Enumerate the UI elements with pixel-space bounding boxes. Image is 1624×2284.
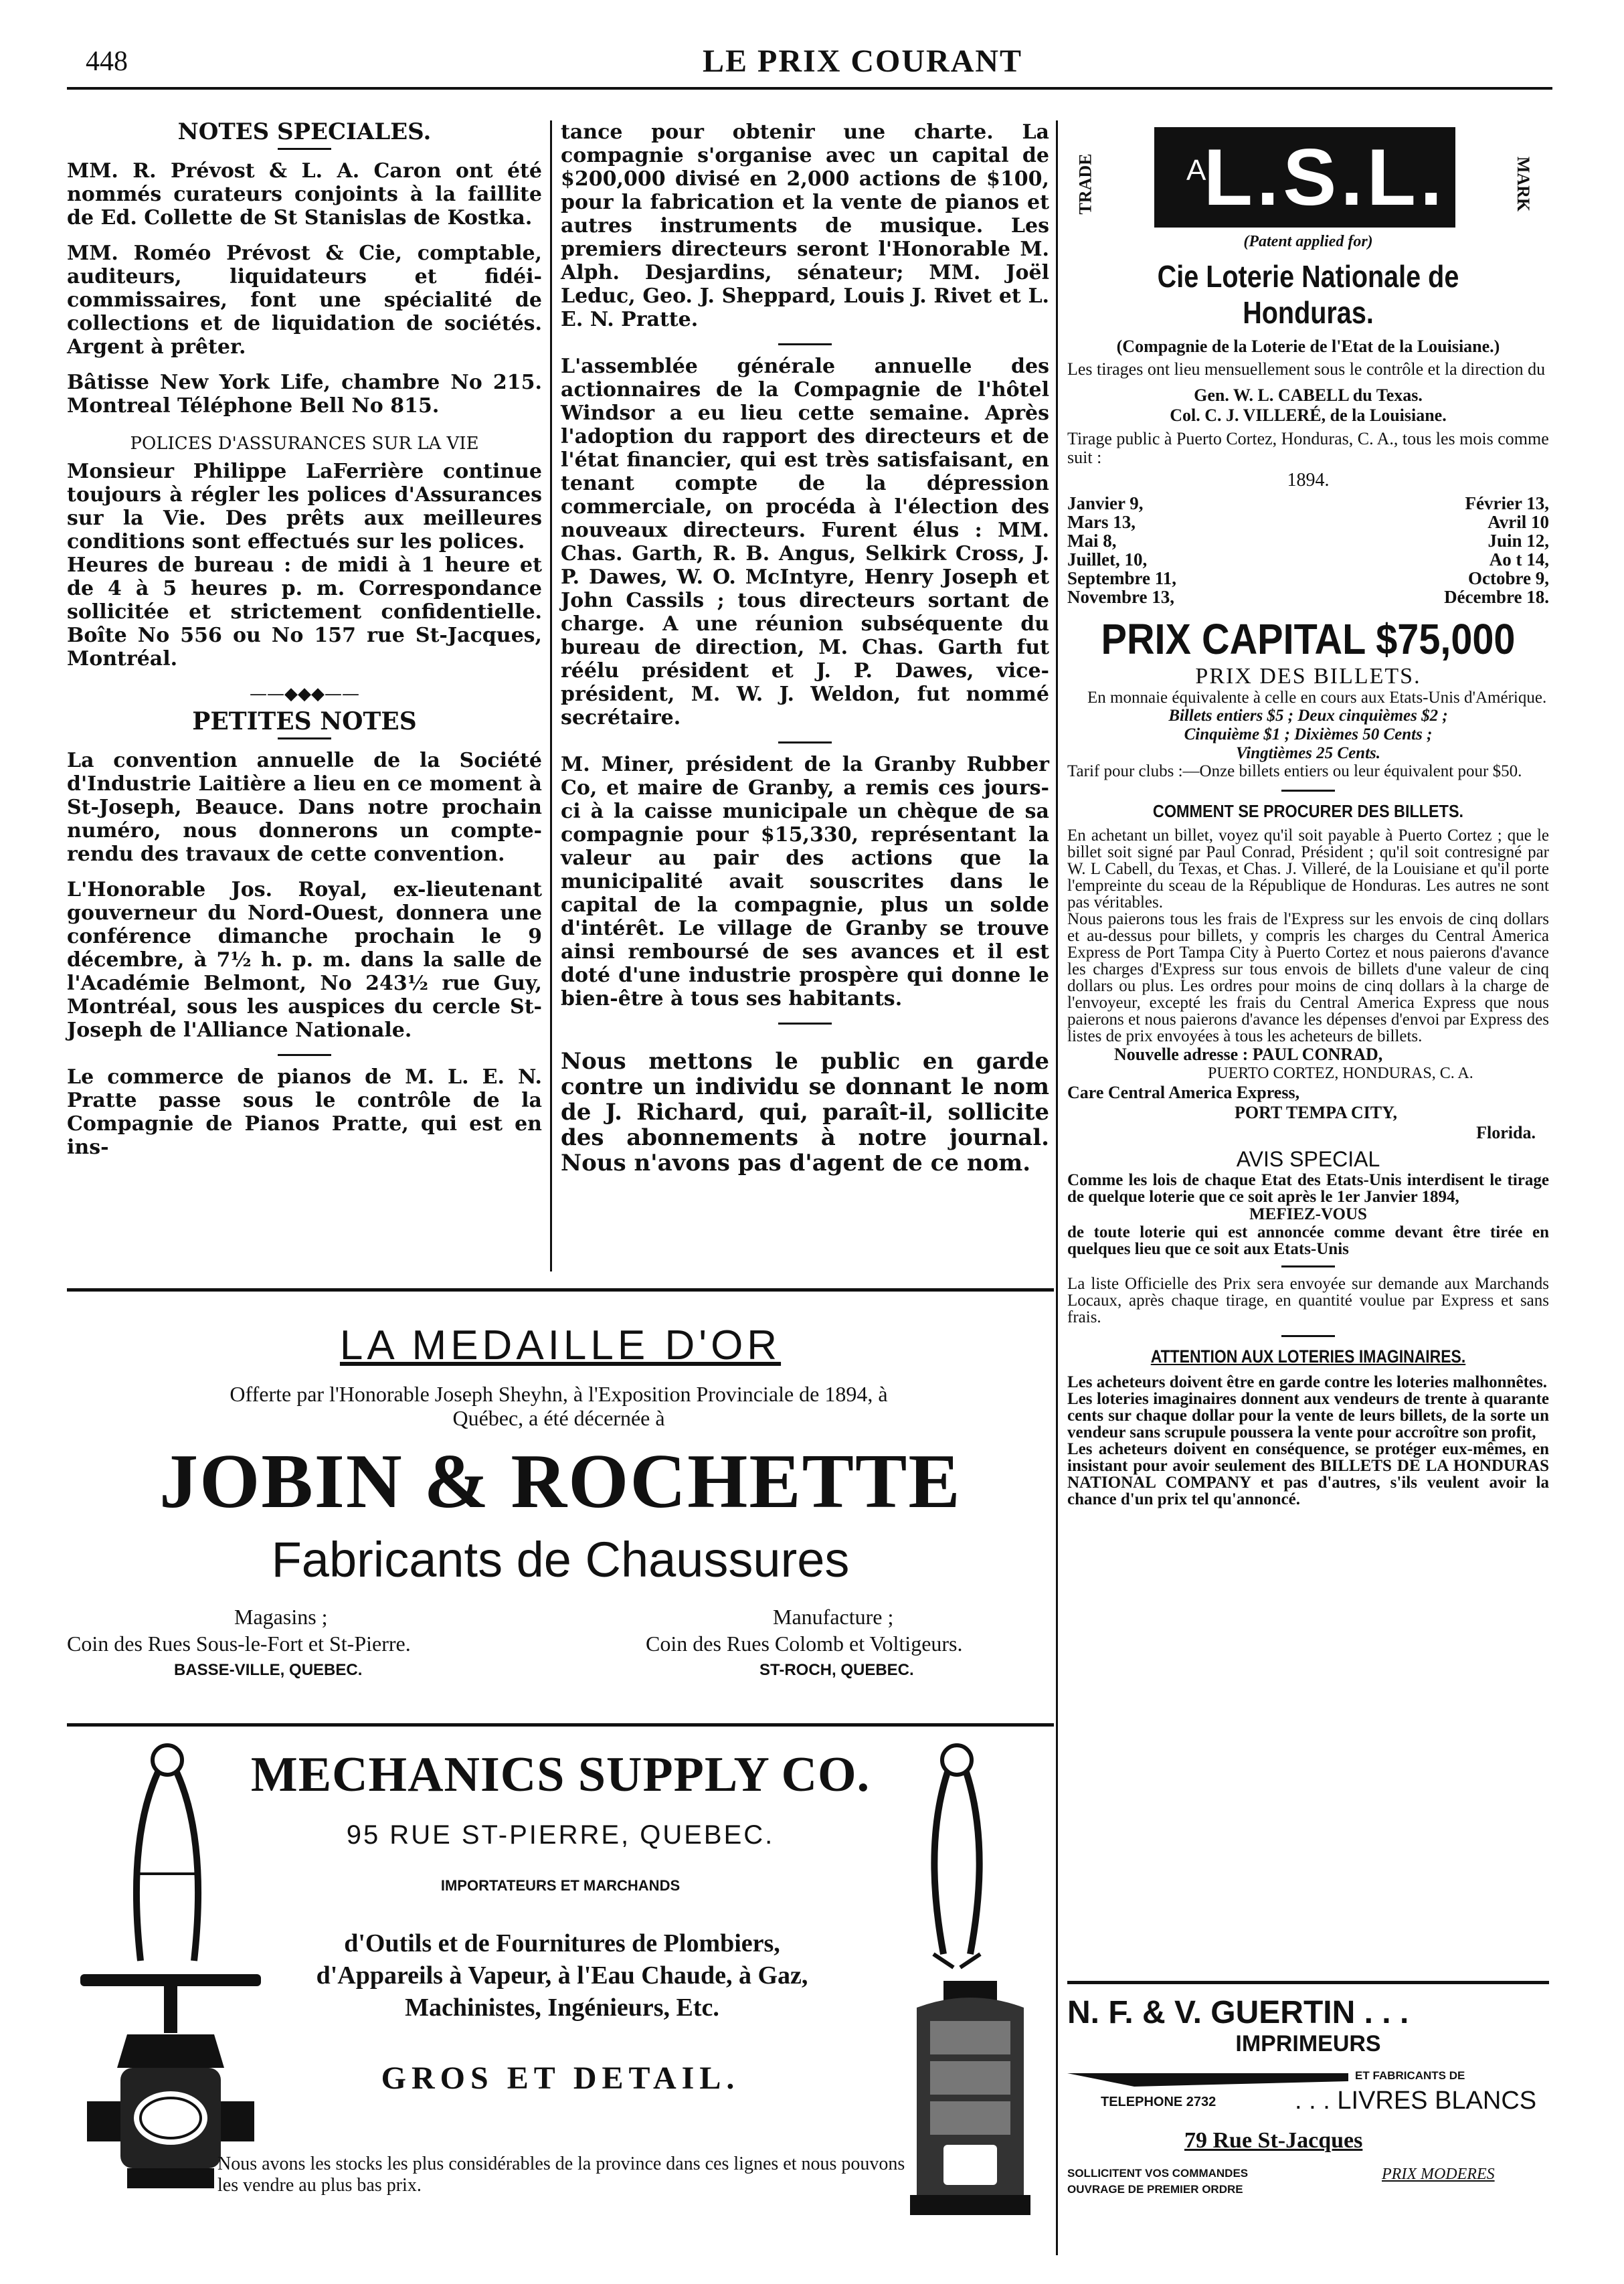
header-rule <box>67 87 1552 90</box>
guertin-ad <box>1067 1994 1549 2208</box>
company-name: JOBIN & ROCHETTE <box>159 1439 962 1524</box>
petites-paragraph: La convention annuelle de la Société d'Industrie Laitière a lieu en ce moment à St-Joseph, Beauce. Dans notre prochain numéro, nous donnerons un compte-rendu des travaux de cette convention. <box>67 749 542 866</box>
polices-paragraph: Heures de bureau : de midi à 1 heure et de 4 à 5 heures p. m. Correspondance sollicitée et strictement confidentielle. Boîte No 556 ou No 157 rue St-Jacques, Montréal. <box>67 553 542 671</box>
warning-notice: Nous mettons le public en garde contre un individu se donnant le nom de J. Richard, qui, paraît-il, sollicite des abonnements à notre journal. Nous n'avons pas d'agent de ce nom. <box>561 1048 1049 1176</box>
guertin-name: N. F. & V. GUERTIN . . . <box>1067 1995 1409 2030</box>
lsl-tirages: Les tirages ont lieu mensuellement sous le contrôle et la direction du <box>1067 359 1546 379</box>
lsl-general: Col. C. J. VILLERÉ, de la Louisiane. <box>1170 406 1447 425</box>
basse-ville: BASSE-VILLE, QUEBEC. <box>174 1661 363 1679</box>
guertin-rue: 79 Rue St-Jacques <box>1184 2128 1363 2153</box>
guertin-sollicitent: SOLLICITENT VOS COMMANDES <box>1067 2167 1249 2180</box>
date-item: Ao t 14, <box>1489 549 1549 569</box>
guertin-prix: PRIX MODERES <box>1382 2166 1495 2183</box>
billets-prices: Cinquième $1 ; Dixièmes 50 Cents ; <box>1184 725 1433 743</box>
lsl-year: 1894. <box>1287 470 1330 491</box>
address-line: PUERTO CORTEZ, HONDURAS, C. A. <box>1208 1065 1473 1082</box>
prix-capital: PRIX CAPITAL $75,000 <box>1101 615 1516 663</box>
date-item: Mars 13, <box>1067 512 1136 532</box>
divider <box>278 148 331 150</box>
petites-notes-title: PETITES NOTES <box>192 707 417 735</box>
date-item: Décembre 18. <box>1444 587 1549 607</box>
lsl-title: Cie Loterie Nationale de Honduras. <box>1157 259 1459 330</box>
billets-prices: Billets entiers $5 ; Deux cinquièmes $2 ; <box>1168 707 1448 725</box>
attention-title: ATTENTION AUX LOTERIES IMAGINAIRES. <box>1150 1346 1466 1367</box>
lsl-subtitle: (Compagnie de la Loterie de l'Etat de la Louisiane.) <box>1116 337 1500 356</box>
lsl-tirage-public: Tirage public à Puerto Cortez, Honduras, C. A., tous les mois comme suit : <box>1067 429 1549 467</box>
magasins-label: Magasins ; <box>234 1605 328 1629</box>
address-line: PORT TEMPA CITY, <box>1235 1103 1398 1122</box>
notes-paragraph: MM. Roméo Prévost & Cie, comptable, auditeurs, liquidateurs et fidéi-commissaires, font une spécialité de collections et de liquidation de sociétés. Argent à prêter. <box>67 242 542 359</box>
avis-paragraph: de toute loterie qui est annoncée comme devant être tirée en quelques lieu que ce soit aux Etats-Unis <box>1067 1223 1549 1258</box>
mark-label: MARK <box>1514 156 1534 212</box>
prix-billets-title: PRIX DES BILLETS. <box>1195 664 1421 689</box>
st-roch: ST-ROCH, QUEBEC. <box>759 1661 914 1679</box>
page-header-title: LE PRIX COURANT <box>703 43 1023 79</box>
divider <box>778 343 832 345</box>
column-2 <box>561 120 1049 1188</box>
mefiez-vous: MEFIEZ-VOUS <box>1249 1205 1367 1223</box>
ornament-divider: ——◆◆◆—— <box>250 684 359 704</box>
lsl-logo-area <box>1067 120 1549 248</box>
company-tagline: Fabricants de Chaussures <box>271 1532 850 1587</box>
liste-paragraph: La liste Officielle des Prix sera envoyée sur demande aux Marchands Locaux, après chaque tirage, en quantité voulue par Express et sans frais. <box>1067 1275 1549 1326</box>
gros-detail: GROS ET DETAIL. <box>381 2060 740 2096</box>
medaille-title: LA MEDAILLE D'OR <box>339 1322 782 1369</box>
date-item: Janvier 9, <box>1067 493 1144 513</box>
comment-paragraph: Nous paierons tous les frais de l'Express sur les envois de cinq dollars et au-dessus pour billets, y compris les charges du Central America Express de Port Tampa City à Puerto Cortez et nous paierons d'avance les charges d'Express sur tous envois de billets d'une valeur de cinq dollars ou plus. Les ordres pour moins de cinq dollars à la charge de l'envoyeur, excepté les frais du Central America Express que nous paierons et nous paierons d'avance les dépenses d'envoi par Express des listes de prix envoyées à tous les acheteurs de billets. <box>1067 910 1549 1045</box>
mechanics-stocks: Nous avons les stocks les plus considérables de la province dans ces lignes et nous pouvons les vendre au plus bas prix. <box>217 2154 905 2196</box>
logo-a: A <box>1186 154 1206 187</box>
lsl-tarif: Tarif pour clubs :—Onze billets entiers ou leur équivalent pour $50. <box>1067 762 1522 780</box>
divider <box>778 1023 832 1025</box>
manufacture-label: Manufacture ; <box>773 1605 894 1629</box>
boiler-icon <box>903 1981 1037 2222</box>
attention-paragraph: Les loteries imaginaires donnent aux vendeurs de trente à quarante cents sur chaque dollar pour la vente de leurs billets, de la sorte un vendeur sans scrupule poussera la vente pour accroître son profit, <box>1067 1390 1549 1441</box>
dates-left <box>1067 494 1176 606</box>
col-divider-1 <box>550 120 552 1271</box>
date-item: Février 13, <box>1465 493 1549 513</box>
logo-text: L.S.L. <box>1203 133 1447 222</box>
notes-paragraph: MM. R. Prévost & L. A. Caron ont été nommés curateurs conjoints à la faillite de Ed. Collette de St Stanislas de Kostka. <box>67 159 542 230</box>
guertin-top-rule <box>1067 1981 1549 1984</box>
date-item: Avril 10 <box>1487 512 1549 532</box>
guertin-imprimeurs: IMPRIMEURS <box>1235 2031 1381 2056</box>
avis-title: AVIS SPECIAL <box>1236 1147 1380 1171</box>
mechanics-address: 95 RUE ST-PIERRE, QUEBEC. <box>346 1820 775 1850</box>
date-item: Octobre 9, <box>1468 568 1549 588</box>
address-line: Care Central America Express, <box>1067 1083 1300 1102</box>
polices-title: POLICES D'ASSURANCES SUR LA VIE <box>130 434 479 454</box>
petites-paragraph: L'Honorable Jos. Royal, ex-lieutenant gouverneur du Nord-Ouest, donnera une conférence dimanche prochain le 9 décembre, à 7½ h. p. m. dans la salle de l'Académie Belmont, No 243½ rue Guy, Montréal, sous les auspices du cercle St-Joseph de l'Alliance Nationale. <box>67 878 542 1042</box>
column-1 <box>67 120 542 1171</box>
notes-paragraph: Bâtisse New York Life, chambre No 215. Montreal Téléphone Bell No 815. <box>67 371 542 418</box>
lsl-logo <box>1154 127 1455 228</box>
guertin-livres: . . . LIVRES BLANCS <box>1295 2087 1537 2115</box>
trade-label: TRADE <box>1075 153 1095 215</box>
comment-title: COMMENT SE PROCURER DES BILLETS. <box>1152 801 1464 821</box>
ads-middle-rule <box>67 1723 1054 1727</box>
mechanics-outils: d'Outils et de Fournitures de Plombiers, d'Appareils à Vapeur, à l'Eau Chaude, à Gaz, Machinistes, Ingénieurs, Etc. <box>316 1929 808 2022</box>
date-item: Juin 12, <box>1487 531 1549 551</box>
guertin-telephone: TELEPHONE 2732 <box>1101 2095 1216 2109</box>
notes-paragraph: M. Miner, président de la Granby Rubber Co, et maire de Granby, a remis ces jours-ci à la caisse municipale un chèque de sa compagnie pour $15,330, représentant la valeur au pair des actions que la municipalité avait souscrites dans le capital de la compagnie, plus un solde d'intérêt. Le village de Granby se trouve ainsi remboursé de ses avances et il est doté d'une industrie prospère qui donne le bien-être à tous ses habitants. <box>561 753 1049 1011</box>
address-line: Florida. <box>1476 1123 1536 1142</box>
lsl-monnaie: En monnaie équivalente à celle en cours aux Etats-Unis d'Amérique. <box>1087 689 1547 707</box>
divider <box>278 737 331 739</box>
billets-prices: Vingtièmes 25 Cents. <box>1235 744 1380 762</box>
manufacture-address: Coin des Rues Colomb et Voltigeurs. <box>646 1632 963 1656</box>
divider <box>1281 1265 1335 1267</box>
petites-paragraph: Le commerce de pianos de M. L. E. N. Pratte passe sous le contrôle de la Compagnie de Pianos Pratte, qui est en ins- <box>67 1065 542 1159</box>
dates-right <box>1444 494 1549 606</box>
divider <box>278 1054 331 1056</box>
notes-speciales-title: NOTES SPECIALES. <box>177 118 432 145</box>
lsl-general: Gen. W. L. CABELL du Texas. <box>1194 385 1423 405</box>
guertin-ouvrage: OUVRAGE DE PREMIER ORDRE <box>1067 2183 1243 2196</box>
notes-paragraph: L'assemblée générale annuelle des actionnaires de la Compagnie de l'hôtel Windsor a eu lieu cette semaine. Après l'adoption du rapport des directeurs et de l'état financier, qui est très satisfaisant, en tenant compte de la dépression commerciale, on procéda à l'élection des nouveaux directeurs. Furent élus : MM. Chas. Garth, R. B. Angus, Selkirk Cross, J. P. Dawes, W. O. McIntyre, Henry Joseph et John Cassils ; tous directeurs sortant de charge. A une réunion subséquente du bureau de direction, M. Chas. Garth fut réélu président et J. P. Dawes, vice-président, M. W. J. Weldon, fut nommé secrétaire. <box>561 355 1049 729</box>
attention-paragraph: Les acheteurs doivent être en garde contre les loteries malhonnêtes. <box>1067 1373 1547 1391</box>
avis-paragraph: Comme les lois de chaque Etat des Etats-Unis interdisent le tirage de quelque loterie que ce soit après le 1er Janvier 1894, <box>1067 1171 1549 1206</box>
mechanics-title: MECHANICS SUPPLY CO. <box>250 1747 871 1802</box>
date-item: Mai 8, <box>1067 531 1117 551</box>
mechanics-importateurs: IMPORTATEURS ET MARCHANDS <box>440 1877 681 1894</box>
date-item: Septembre 11, <box>1067 568 1176 588</box>
col-divider-2 <box>1056 120 1058 2255</box>
medaille-offerte: Offerte par l'Honorable Joseph Sheyhn, à l'Exposition Provinciale de 1894, à Québec, a été décernée à <box>230 1382 888 1430</box>
attention-paragraph: Les acheteurs doivent en conséquence, se protéger eux-mêmes, en insistant pour avoir seulement des BILLETS DE LA HONDURAS NATIONAL COMPANY et pas d'autres, s'ils veulent avoir la chance d'un prix tel qu'annoncé. <box>1067 1440 1549 1508</box>
notes-paragraph: tance pour obtenir une charte. La compagnie s'organise avec un capital de $200,000 divisé en 2,000 actions de $100, pour la fabrication et la vente de pianos et autres instruments de musique. Les premiers directeurs seront l'Honorable M. Alph. Desjardins, sénateur; MM. Joël Leduc, Geo. J. Sheppard, Louis J. Rivet et L. E. N. Pratte. <box>561 120 1049 331</box>
magasins-address: Coin des Rues Sous-le-Fort et St-Pierre. <box>67 1632 411 1656</box>
patent-note: (Patent applied for) <box>1243 233 1373 250</box>
polices-paragraph: Monsieur Philippe LaFerrière continue toujours à régler les polices d'Assurances sur la Vie. Des prêts aux meilleures conditions sont effectués sur les polices. <box>67 460 542 553</box>
date-item: Juillet, 10, <box>1067 549 1148 569</box>
date-item: Novembre 13, <box>1067 587 1174 607</box>
lsl-ad <box>1067 120 1549 1508</box>
draw-dates <box>1067 494 1549 606</box>
ads-top-rule <box>67 1288 1054 1292</box>
guertin-fabricants: ET FABRICANTS DE <box>1355 2069 1465 2082</box>
divider <box>778 741 832 743</box>
divider <box>1281 1335 1335 1337</box>
nouvelle-adresse: Nouvelle adresse : PAUL CONRAD, <box>1114 1045 1383 1064</box>
comment-paragraph: En achetant un billet, voyez qu'il soit payable à Puerto Cortez ; que le billet soit signé par Paul Conrad, Président ; qu'il soit contresigné par W. L Cabell, du Texas, et Chas. J. Villeré, de la Louisiane et qu'il porte l'empreinte du sceau de la République de Honduras. Les autres ne sont pas véritables. <box>1067 826 1549 911</box>
page-number: 448 <box>86 46 128 77</box>
divider <box>1281 790 1335 792</box>
